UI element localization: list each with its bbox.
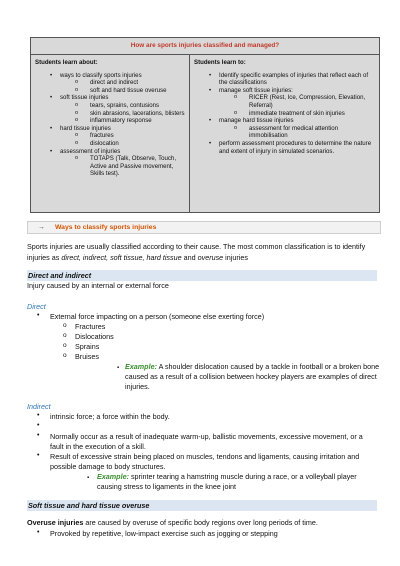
learn-about-item: • ways to classify sports injuries	[35, 72, 185, 80]
table-title: How are sports injuries classified and managed?	[31, 38, 379, 55]
intro-text-1: Sports injuries are usually classified according to their cause. The most common classification is to identify injuries as	[27, 242, 366, 262]
indirect-bullet-4	[50, 452, 380, 472]
learn-to-item: • perform assessment procedures to determine the nature and extent of injury in simulated scenarios.	[194, 140, 375, 155]
overuse-term: Overuse injuries	[27, 518, 84, 527]
learn-to-list	[194, 72, 375, 156]
learn-about-item: • soft tissue injuries	[35, 94, 185, 102]
learn-about-item: o dislocation	[35, 140, 185, 148]
learn-to-item: o immediate treatment of skin injuries	[194, 110, 375, 118]
indirect-example-line-1: sprinter tearing a hamstring muscle during a race, or a volleyball player	[128, 472, 357, 481]
learn-to-item: • manage soft tissue injuries:	[194, 87, 375, 95]
direct-label: Direct	[27, 302, 46, 311]
learn-about-item: • hard tissue injuries	[35, 125, 185, 133]
overuse-bullet: Provoked by repetitive, low-impact exercise such as jogging or stepping	[50, 529, 278, 538]
indirect-label: Indirect	[27, 402, 51, 411]
direct-sub-item: Dislocations	[75, 332, 114, 341]
square-bullet-icon: ▪	[117, 365, 120, 371]
learn-about-item: o skin abrasions, lacerations, blisters	[35, 110, 185, 118]
learn-about-item: o fractures	[35, 132, 185, 140]
indirect-example	[97, 472, 382, 492]
bullet-icon: •	[37, 412, 40, 419]
section-title: Ways to classify sports injuries	[55, 224, 157, 231]
learn-to-item: • Identify specific examples of injuries that reflect each of the classifications	[194, 72, 375, 87]
syllabus-table	[30, 37, 380, 213]
learn-to-item: o RICER (Rest, Ice, Compression, Elevation, Referral)	[194, 94, 375, 109]
bullet-icon: •	[37, 312, 40, 319]
square-bullet-icon: ▪	[87, 475, 90, 481]
direct-sub-item: Bruises	[75, 352, 99, 361]
learn-about-item: o inflammatory response	[35, 117, 185, 125]
circle-bullet-icon: o	[63, 342, 67, 349]
intro-last-term: overuse	[197, 252, 224, 262]
bullet-icon: •	[37, 422, 40, 429]
direct-indirect-desc: Injury caused by an internal or external force	[27, 281, 169, 290]
learn-to-heading: Students learn to:	[194, 59, 246, 66]
indirect-bullet-3-line-2: fault in the execution of a skill.	[50, 442, 146, 451]
intro-text-2: and	[181, 252, 198, 262]
intro-text-3: injuries	[223, 252, 248, 262]
direct-example	[125, 362, 380, 392]
learn-about-item: o tears, sprains, contusions	[35, 102, 185, 110]
indirect-bullet-1: intrinsic force; a force within the body.	[50, 412, 170, 421]
bullet-icon: •	[37, 529, 40, 536]
intro-paragraph	[27, 242, 377, 263]
learn-about-item: o soft and hard tissue overuse	[35, 87, 185, 95]
indirect-bullet-4-line-2: possible damage to body structures.	[50, 462, 166, 471]
circle-bullet-icon: o	[63, 322, 67, 329]
circle-bullet-icon: o	[63, 332, 67, 339]
band-soft-hard-tissue: Soft tissue and hard tissue overuse	[27, 500, 377, 511]
bullet-icon: •	[37, 432, 40, 439]
band-direct-indirect: Direct and indirect	[27, 270, 377, 281]
direct-example-line-1: A shoulder dislocation caused by a tackle in football or a broken bone	[156, 362, 380, 371]
learn-to-column	[190, 55, 379, 212]
arrow-right-icon: →	[38, 224, 45, 231]
indirect-example-line-2: causing stress to ligaments in the knee joint	[97, 482, 237, 491]
direct-sub-item: Sprains	[75, 342, 100, 351]
example-label: Example:	[125, 362, 157, 371]
learn-about-heading: Students learn about:	[35, 59, 98, 66]
learn-to-item: • manage hard tissue injuries	[194, 117, 375, 125]
example-label: Example:	[97, 472, 129, 481]
indirect-bullet-3-line-1: Normally occur as a result of inadequate warm-up, ballistic movements, excessive movement, or a	[50, 432, 363, 441]
direct-example-line-2: caused as a result of a collision between hockey players are examples of direct	[125, 372, 377, 381]
intro-terms: direct, indirect, soft tissue, hard tissue	[61, 252, 182, 262]
indirect-bullet-4-line-1: Result of excessive strain being placed on muscles, tendons and ligaments, causing irritation and	[50, 452, 360, 461]
circle-bullet-icon: o	[63, 352, 67, 359]
indirect-bullet-3	[50, 432, 380, 452]
direct-bullet: External force impacting on a person (someone else exerting force)	[50, 312, 265, 321]
learn-about-item: • assessment of injuries	[35, 148, 185, 156]
learn-to-item: o assessment for medical attention immobilisation	[194, 125, 375, 140]
learn-about-item: o TOTAPS (Talk, Observe, Touch, Active and Passive movement, Skills test).	[35, 155, 185, 178]
bullet-icon: •	[37, 452, 40, 459]
overuse-text: are caused by overuse of specific body regions over long periods of time.	[83, 518, 318, 527]
learn-about-column	[31, 55, 190, 212]
section-heading-bar	[27, 221, 381, 234]
learn-about-list	[35, 72, 185, 178]
direct-example-line-3: injuries.	[125, 382, 150, 391]
overuse-paragraph	[27, 518, 377, 529]
learn-about-item: o direct and indirect	[35, 79, 185, 87]
direct-sub-item: Fractures	[75, 322, 106, 331]
